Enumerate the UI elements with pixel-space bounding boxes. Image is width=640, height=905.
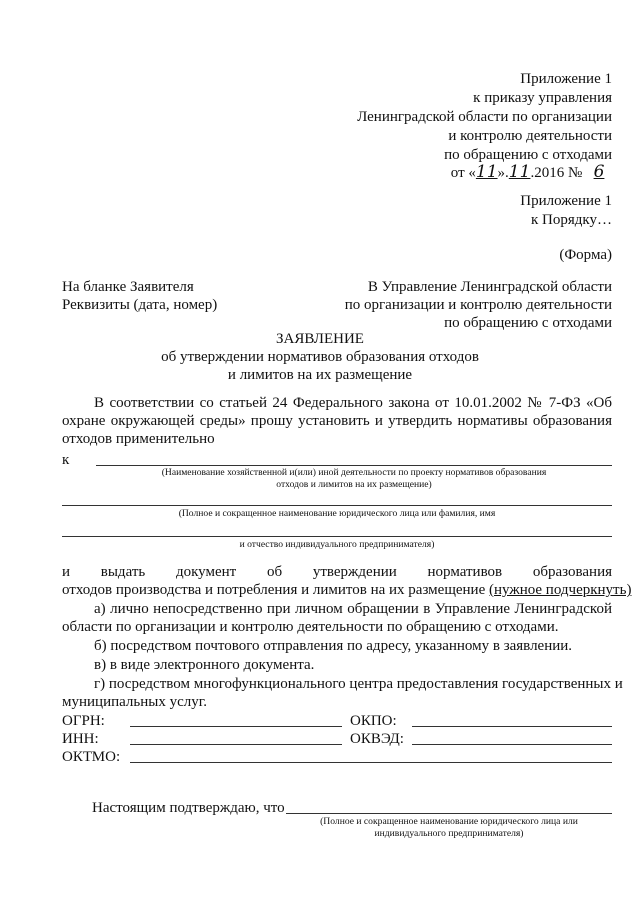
option-a-line-1[interactable]: а) лично непосредственно при личном обращении в Управление Ленинградской: [94, 601, 612, 617]
inn-label: ИНН:: [62, 731, 99, 747]
order-date-number: 6: [593, 162, 605, 182]
order-date-sep: ».: [497, 165, 509, 181]
applicant-line-1: На бланке Заявителя: [62, 279, 194, 295]
confirm-hint-2: индивидуального предпринимателя): [374, 828, 524, 839]
order-line-4: и контролю деятельности: [448, 128, 612, 144]
order-line-3: Ленинградской области по организации: [357, 109, 612, 125]
para2-text: отходов производства и потребления и лимитов на их размещение: [62, 582, 489, 598]
para1-line-1: В соответствии со статьей 24 Федерального закона от 10.01.2002 № 7-ФЗ «Об: [94, 395, 612, 411]
entrepreneur-name-hint: и отчество индивидуального предпринимателя): [239, 539, 435, 550]
ogrn-field[interactable]: [130, 726, 342, 727]
order-appendix-label: Приложение 1: [520, 71, 612, 87]
inn-field[interactable]: [130, 744, 342, 745]
order-line-5: по обращению с отходами: [444, 147, 612, 163]
order-date-prefix: от «: [450, 165, 476, 181]
option-a-line-2[interactable]: области по организации и контролю деятельности по обращению с отходами.: [62, 619, 559, 635]
form-label: (Форма): [559, 247, 612, 263]
activity-name-line[interactable]: [96, 465, 612, 466]
applicant-line-2: Реквизиты (дата, номер): [62, 297, 218, 313]
order-line-2: к приказу управления: [473, 90, 612, 106]
order-date-day: 11: [475, 162, 498, 182]
k-label: к: [62, 452, 70, 468]
option-b[interactable]: б) посредством почтового отправления по адресу, указанному в заявлении.: [94, 638, 573, 654]
document-subtitle-1: об утверждении нормативов образования отходов: [161, 349, 479, 365]
activity-name-hint-1: (Наименование хозяйственной и(или) иной деятельности по проекту нормативов образования: [161, 467, 547, 478]
okved-field[interactable]: [412, 744, 612, 745]
procedure-appendix-label: Приложение 1: [520, 193, 612, 209]
option-g-line-2[interactable]: муниципальных услуг.: [62, 694, 207, 710]
okpo-label: ОКПО:: [350, 713, 397, 729]
oktmo-field[interactable]: [130, 762, 612, 763]
ogrn-label: ОГРН:: [62, 713, 105, 729]
para2-underline-note: (нужное подчеркнуть): [489, 582, 632, 598]
recipient-line-1: В Управление Ленинградской области: [367, 279, 612, 295]
okved-label: ОКВЭД:: [350, 731, 404, 747]
entity-name-hint: (Полное и сокращенное наименование юридического лица или фамилия, имя: [178, 508, 496, 519]
confirm-field[interactable]: [286, 813, 612, 814]
entrepreneur-name-line[interactable]: [62, 536, 612, 537]
entity-name-line[interactable]: [62, 505, 612, 506]
confirm-text: Настоящим подтверждаю, что: [92, 800, 285, 816]
okpo-field[interactable]: [412, 726, 612, 727]
para1-line-3: отходов применительно: [62, 431, 215, 447]
confirm-hint-1: (Полное и сокращенное наименование юридического лица или: [320, 816, 578, 827]
para2-line-1: и выдать документ об утверждении нормативов образования: [62, 564, 612, 580]
order-date-month: 11: [508, 162, 531, 182]
option-g-line-1[interactable]: г) посредством многофункционального центра предоставления государственных и: [94, 676, 623, 692]
document-title: ЗАЯВЛЕНИЕ: [276, 331, 364, 347]
para2-line-2: [62, 581, 631, 600]
order-date-year: .2016 №: [530, 165, 583, 181]
para1-line-2: охране окружающей среды» прошу установить и утвердить нормативы образования: [62, 413, 612, 429]
recipient-line-3: по обращению с отходами: [444, 315, 612, 331]
document-subtitle-2: и лимитов на их размещение: [227, 367, 413, 383]
oktmo-label: ОКТМО:: [62, 749, 121, 765]
recipient-line-2: по организации и контролю деятельности: [344, 297, 612, 313]
activity-name-hint-2: отходов и лимитов на их размещение): [276, 479, 432, 490]
procedure-line-2: к Порядку…: [531, 212, 612, 228]
option-v[interactable]: в) в виде электронного документа.: [94, 657, 315, 673]
order-date-line: [451, 163, 612, 183]
